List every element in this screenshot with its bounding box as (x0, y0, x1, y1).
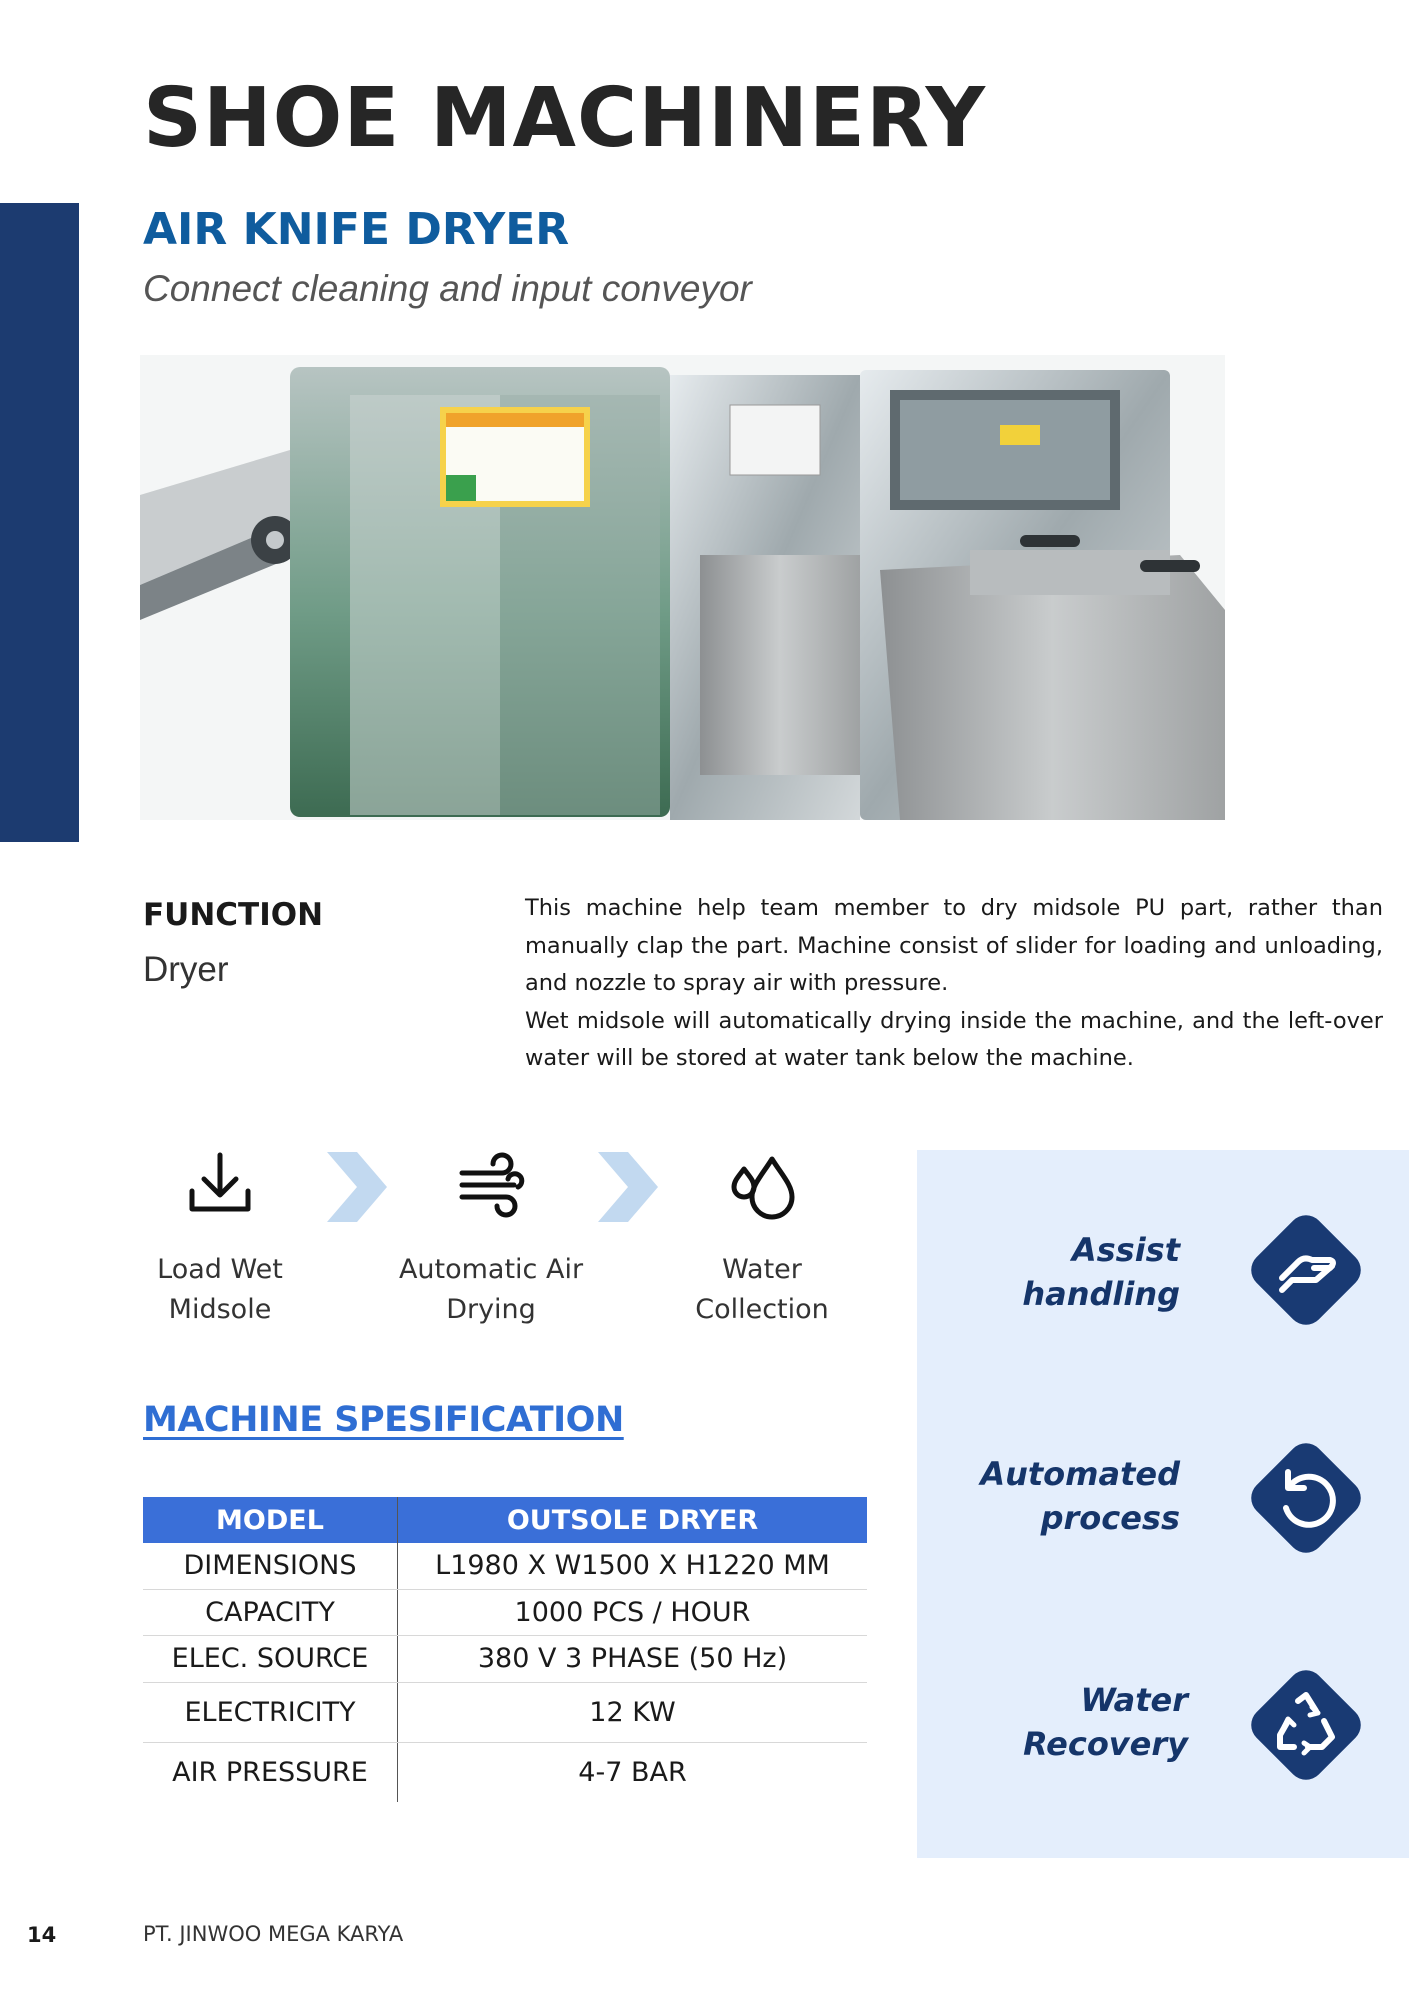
function-description (525, 890, 1383, 1078)
spec-label: AIR PRESSURE (143, 1742, 398, 1802)
spec-header-value: OUTSOLE DRYER (398, 1497, 868, 1543)
spec-value: 1000 PCS / HOUR (398, 1589, 868, 1635)
step-label-line: Load Wet (157, 1254, 283, 1285)
benefit-label-line: process (1040, 1499, 1180, 1537)
spec-value: 12 KW (398, 1682, 868, 1742)
step-label-line: Collection (695, 1294, 829, 1325)
step-water-collection-label (632, 1250, 892, 1330)
spec-header-model: MODEL (143, 1497, 398, 1543)
spec-label: ELECTRICITY (143, 1682, 398, 1742)
step-label-line: Automatic Air (398, 1254, 584, 1285)
handshake-icon (1236, 1200, 1376, 1340)
company-name: PT. JINWOO MEGA KARYA (143, 1922, 404, 1946)
product-subtitle: Connect cleaning and input conveyor (143, 268, 752, 309)
download-icon (180, 1145, 260, 1225)
table-row (143, 1682, 867, 1742)
water-drops-icon (722, 1145, 802, 1225)
benefit-label-line: Water (1080, 1681, 1188, 1719)
chevron-right-icon-shape (327, 1152, 387, 1222)
benefit-assist-handling-label (940, 1228, 1180, 1316)
recycle-icon (1236, 1655, 1376, 1795)
wind-icon (452, 1145, 532, 1225)
function-description-paragraph-1: This machine help team member to dry midsole PU part, rather than manually clap the part. Machine consist of slider for loading and unloading, and nozzle to spray air with pressure. (525, 895, 1383, 996)
benefit-water-recovery-label (940, 1678, 1188, 1766)
benefit-label-line: handling (1022, 1275, 1180, 1313)
spec-label: ELEC. SOURCE (143, 1635, 398, 1682)
function-value: Dryer (143, 950, 229, 989)
chevron-right-icon-shape (598, 1152, 658, 1222)
step-load-wet-midsole-label (90, 1250, 350, 1330)
function-heading: FUNCTION (143, 897, 324, 933)
table-row (143, 1742, 867, 1802)
table-row (143, 1635, 867, 1682)
spec-heading: MACHINE SPESIFICATION (143, 1400, 624, 1440)
product-title: AIR KNIFE DRYER (143, 204, 570, 255)
spec-label: CAPACITY (143, 1589, 398, 1635)
spec-label: DIMENSIONS (143, 1543, 398, 1589)
benefit-label-line: Assist (1071, 1231, 1180, 1269)
benefit-automated-process-label (940, 1452, 1180, 1540)
spec-table-header-row (143, 1497, 867, 1543)
step-label-line: Midsole (168, 1294, 272, 1325)
table-row (143, 1543, 867, 1589)
function-description-paragraph-2: Wet midsole will automatically drying inside the machine, and the left-over water will be stored at water tank below the machine. (525, 1007, 1383, 1071)
step-label-line: Drying (446, 1294, 536, 1325)
machine-photo (140, 355, 1225, 820)
refresh-icon (1236, 1428, 1376, 1568)
benefit-label-line: Recovery (1023, 1725, 1188, 1763)
benefit-label-line: Automated (980, 1455, 1180, 1493)
page-title: SHOE MACHINERY (143, 71, 987, 166)
step-label-line: Water (722, 1254, 802, 1285)
side-accent-bar (0, 203, 79, 842)
spec-table (143, 1497, 867, 1802)
spec-value: 4-7 BAR (578, 1756, 687, 1788)
spec-value: 380 V 3 PHASE (50 Hz) (398, 1635, 868, 1682)
table-row (143, 1589, 867, 1635)
chevron-right-icon (598, 1152, 658, 1222)
spec-value: L1980 X W1500 X H1220 MM (398, 1543, 868, 1589)
chevron-right-icon (327, 1152, 387, 1222)
step-automatic-air-drying-label (361, 1250, 621, 1330)
page-number: 14 (27, 1923, 57, 1947)
